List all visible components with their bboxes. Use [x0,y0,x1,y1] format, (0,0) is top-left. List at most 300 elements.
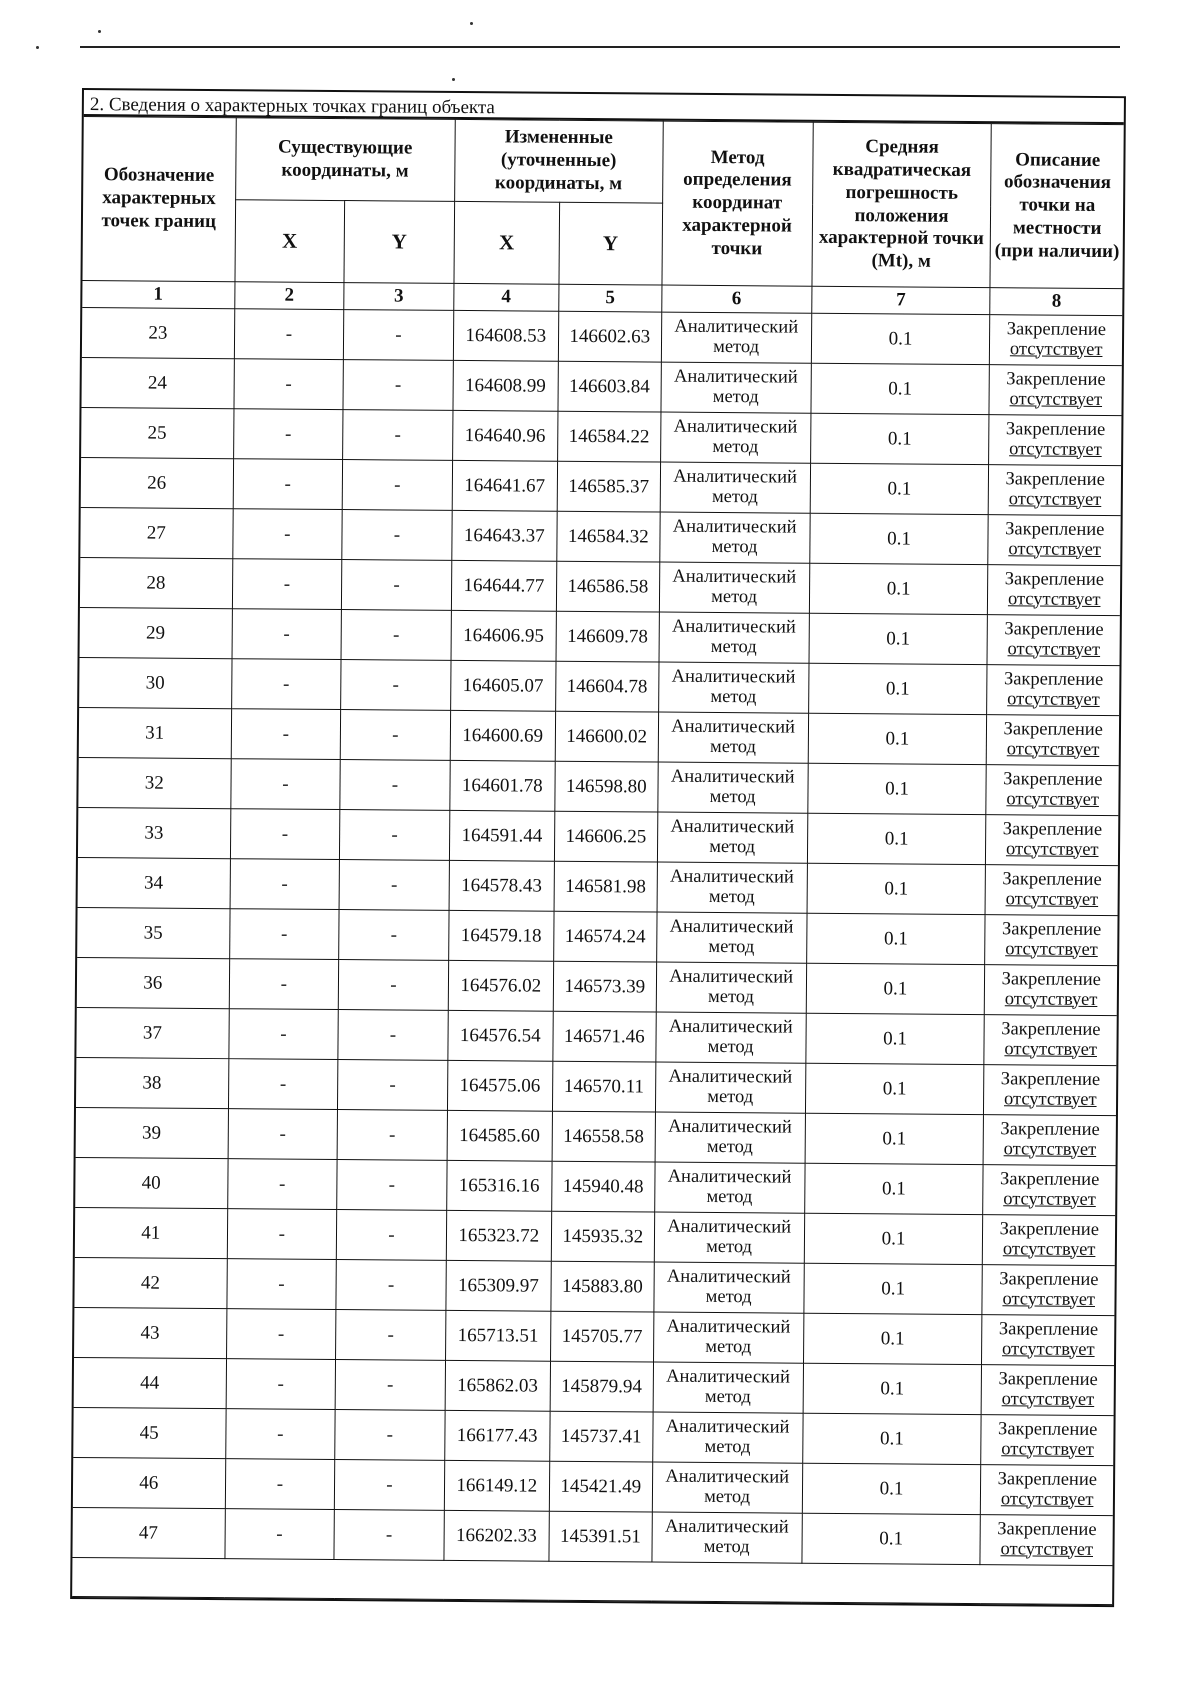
changed-y-cell: 145940.48 [552,1161,655,1212]
point-id-cell: 26 [81,458,233,509]
method-line-1: Аналитический [665,1416,790,1438]
description-line-2: отсутствует [1004,988,1098,1010]
existing-y-cell: - [338,1010,448,1061]
mt-cell: 0.1 [804,1213,983,1264]
method-line-1: Аналитический [670,866,794,888]
method-cell [654,1262,804,1313]
description-cell [985,915,1117,966]
description-cell [984,1115,1116,1166]
description-cell [986,765,1118,816]
description-cell [983,1215,1115,1266]
method-line-2: метод [709,736,757,757]
changed-x-cell: 164601.78 [450,760,555,811]
existing-x-cell: - [230,759,340,810]
changed-y-cell: 146571.46 [553,1011,656,1062]
existing-y-cell: - [342,460,452,511]
description-line-1: Закрепление [999,1169,1100,1191]
mt-cell: 0.1 [806,963,985,1014]
point-id-cell: 44 [74,1357,226,1408]
changed-y-cell: 146604.78 [555,661,658,712]
description-line-2: отсутствует [1004,1038,1098,1060]
existing-x-cell: - [227,1209,337,1260]
method-line-2: метод [713,336,760,357]
mt-cell: 0.1 [803,1313,982,1364]
description-line-1: Закрепление [1003,719,1103,741]
changed-x-cell: 164644.77 [451,560,556,611]
existing-x-cell: - [227,1159,337,1210]
method-cell [652,1462,802,1513]
existing-x-cell: - [230,859,340,910]
method-line-1: Аналитический [666,1316,791,1338]
method-line-1: Аналитический [673,366,798,388]
existing-y-cell: - [334,1510,444,1561]
existing-y-cell: - [337,1160,447,1211]
existing-y-cell: - [344,310,454,361]
changed-y-cell: 146573.39 [553,961,656,1012]
table-row [81,358,1121,416]
existing-y-cell: - [338,1060,448,1111]
point-id-cell: 27 [80,508,232,559]
table-row [75,1207,1115,1265]
mt-cell: 0.1 [809,613,988,664]
description-line-1: Закрепление [1001,969,1101,991]
header-method: Метод определения координат характерной точки [662,121,813,286]
method-line-2: метод [705,1336,752,1357]
description-line-2: отсутствует [1009,388,1103,410]
description-line-2: отсутствует [1005,838,1099,860]
existing-y-cell: - [343,410,453,461]
changed-y-cell: 145705.77 [550,1311,653,1362]
description-cell [984,1015,1116,1066]
point-id-cell: 42 [74,1257,226,1308]
method-line-2: метод [709,786,756,807]
scan-speck [470,22,473,25]
method-line-2: метод [712,436,759,457]
description-line-1: Закрепление [997,1469,1098,1491]
mt-cell: 0.1 [809,513,988,564]
description-line-2: отсутствует [1006,738,1100,760]
method-cell [660,462,810,513]
header-mean-square-error: Средняя квадратическая погрешность положения характерной точки (Mt), м [812,122,992,287]
description-line-2: отсутствует [1003,1088,1097,1110]
method-line-2: метод [707,986,755,1007]
method-line-1: Аналитический [674,316,799,338]
method-line-2: метод [704,1386,751,1407]
changed-x-cell: 165862.03 [445,1360,550,1411]
method-cell [660,512,810,563]
point-id-cell: 23 [82,308,234,359]
method-cell [661,362,811,413]
mt-cell: 0.1 [811,363,990,414]
table-row [72,1507,1112,1565]
method-cell [658,762,808,813]
table-row [76,1057,1116,1115]
description-line-2: отсутствует [1008,538,1102,560]
table-footer-row [72,1557,1112,1604]
changed-x-cell: 165323.72 [446,1210,551,1261]
changed-x-cell: 164585.60 [447,1110,552,1161]
mt-cell: 0.1 [801,1513,980,1564]
existing-y-cell: - [339,910,449,961]
description-line-1: Закрепление [1000,1069,1101,1091]
table-row [79,657,1119,715]
changed-x-cell: 164600.69 [450,710,555,761]
changed-x-cell: 165713.51 [445,1310,550,1361]
description-cell [989,365,1121,416]
method-line-1: Аналитический [671,716,796,738]
mt-cell: 0.1 [803,1363,982,1414]
method-line-2: метод [708,936,755,957]
method-line-1: Аналитический [670,816,795,838]
existing-x-cell: - [225,1409,335,1460]
changed-x-cell: 164608.53 [453,310,558,361]
changed-y-cell: 146570.11 [552,1061,655,1112]
description-line-1: Закрепление [1000,1119,1100,1141]
changed-x-cell: 164575.06 [447,1060,552,1111]
scan-speck [452,78,455,81]
description-line-2: отсутствует [1009,438,1102,460]
point-id-cell: 40 [75,1157,227,1208]
description-line-2: отсутствует [1005,888,1099,910]
table-row [78,857,1118,915]
existing-x-cell: - [226,1309,336,1360]
column-number: 3 [344,283,454,311]
existing-x-cell: - [233,409,343,460]
method-line-2: метод [705,1286,752,1307]
changed-x-cell: 164640.96 [452,410,557,461]
description-line-2: отсутствует [1003,1138,1097,1160]
description-line-1: Закрепление [1002,819,1103,841]
description-cell [989,465,1121,516]
method-line-2: метод [706,1186,753,1207]
changed-y-cell: 145883.80 [551,1261,654,1312]
description-line-2: отсутствует [1007,688,1100,710]
table-row [77,957,1117,1015]
method-line-2: метод [707,1086,754,1107]
column-number: 7 [811,286,990,314]
mt-cell: 0.1 [807,813,986,864]
method-cell [652,1412,802,1463]
method-line-2: метод [710,636,757,657]
column-number: 6 [661,285,811,313]
table-row [73,1407,1113,1465]
changed-y-cell: 146609.78 [556,611,659,662]
method-line-1: Аналитический [665,1466,790,1488]
changed-y-cell: 145935.32 [551,1211,654,1262]
description-line-2: отсутствует [1008,488,1102,510]
point-id-cell: 46 [73,1457,225,1508]
method-line-1: Аналитический [672,566,797,588]
mt-cell: 0.1 [806,913,985,964]
point-id-cell: 29 [80,607,232,658]
method-line-2: метод [704,1486,751,1507]
description-cell [982,1265,1114,1316]
method-line-2: метод [706,1136,753,1157]
description-cell [990,315,1122,366]
method-line-1: Аналитический [666,1366,790,1388]
column-number: 8 [990,288,1122,316]
table-row [82,308,1122,366]
existing-y-cell: - [336,1260,446,1311]
mt-cell: 0.1 [807,863,986,914]
mt-cell: 0.1 [804,1163,983,1214]
method-line-1: Аналитический [671,616,796,638]
changed-x-cell: 165316.16 [446,1160,551,1211]
point-id-cell: 33 [78,807,230,858]
point-id-cell: 38 [76,1057,228,1108]
point-id-cell: 45 [73,1407,225,1458]
mt-cell: 0.1 [805,1113,984,1164]
changed-x-cell: 166149.12 [444,1460,549,1511]
changed-y-cell: 145421.49 [549,1461,652,1512]
description-cell [987,665,1119,716]
empty-footer-cell [72,1557,1112,1604]
description-line-2: отсутствует [1001,1388,1095,1410]
description-line-1: Закрепление [998,1419,1098,1441]
description-line-2: отсутствует [1007,588,1101,610]
changed-y-cell: 146558.58 [552,1111,655,1162]
existing-y-cell: - [334,1460,444,1511]
method-cell [659,612,809,663]
header-existing-x: X [235,200,345,283]
method-line-2: метод [707,1036,754,1057]
header-existing-coordinates: Существующие координаты, м [235,118,455,202]
existing-x-cell: - [232,509,342,560]
description-line-1: Закрепление [1001,1019,1101,1041]
existing-y-cell: - [339,860,449,911]
description-line-1: Закрепление [1003,769,1103,791]
method-line-2: метод [710,686,757,707]
changed-x-cell: 166177.43 [444,1410,549,1461]
method-cell [654,1162,804,1213]
method-line-2: метод [706,1236,753,1257]
mt-cell: 0.1 [810,463,989,514]
method-cell [653,1362,803,1413]
table-row [75,1157,1115,1215]
existing-x-cell: - [225,1509,335,1560]
existing-x-cell: - [229,959,339,1010]
existing-y-cell: - [340,710,450,761]
description-cell [985,965,1117,1016]
existing-y-cell: - [341,660,451,711]
method-line-2: метод [704,1436,751,1457]
point-id-cell: 24 [81,358,233,409]
method-line-1: Аналитический [668,1066,793,1088]
point-id-cell: 37 [76,1007,228,1058]
description-line-2: отсутствует [1002,1288,1096,1310]
method-line-1: Аналитический [672,516,797,538]
changed-x-cell: 164576.02 [448,960,553,1011]
method-line-2: метод [708,886,755,907]
existing-x-cell: - [231,709,341,760]
method-cell [658,712,808,763]
description-line-1: Закрепление [1006,319,1107,341]
description-cell [980,1515,1112,1566]
method-cell [655,1112,805,1163]
changed-x-cell: 164579.18 [448,910,553,961]
point-id-cell: 32 [78,757,230,808]
method-line-2: метод [711,536,758,557]
method-cell [654,1212,804,1263]
changed-x-cell: 164578.43 [449,860,554,911]
method-line-1: Аналитический [666,1266,791,1288]
method-cell [661,312,811,363]
changed-x-cell: 164591.44 [449,810,554,861]
existing-y-cell: - [343,360,453,411]
header-changed-coordinates: Измененные (уточненные) координаты, м [454,119,663,203]
scan-speck [36,46,39,49]
changed-y-cell: 146586.58 [556,561,659,612]
method-cell [652,1512,802,1563]
description-cell [983,1165,1115,1216]
method-line-1: Аналитический [669,916,794,938]
description-line-1: Закрепление [1003,669,1104,691]
existing-x-cell: - [233,459,343,510]
method-line-1: Аналитический [673,416,798,438]
description-line-2: отсутствует [1003,1188,1096,1210]
description-line-1: Закрепление [999,1219,1100,1241]
changed-x-cell: 164605.07 [450,660,555,711]
existing-y-cell: - [342,560,452,611]
table-row [80,607,1120,665]
mt-cell: 0.1 [808,713,987,764]
existing-x-cell: - [228,1009,338,1060]
existing-x-cell: - [230,809,340,860]
point-id-cell: 36 [77,957,229,1008]
changed-x-cell: 166202.33 [444,1510,549,1561]
method-cell [653,1312,803,1363]
table-row [80,558,1120,616]
changed-y-cell: 146600.02 [555,711,658,762]
changed-y-cell: 146598.80 [555,761,658,812]
table-row [76,1107,1116,1165]
changed-y-cell: 146585.37 [557,461,660,512]
description-line-2: отсутствует [1006,788,1100,810]
description-line-2: отсутствует [1002,1338,1095,1360]
table-row [81,408,1121,466]
existing-y-cell: - [335,1410,445,1461]
method-line-2: метод [711,486,758,507]
method-line-1: Аналитический [671,666,796,688]
description-line-1: Закрепление [1004,569,1105,591]
method-cell [660,412,810,463]
existing-y-cell: - [340,810,450,861]
column-number: 4 [453,283,558,311]
scan-speck [98,30,101,33]
method-cell [657,812,807,863]
mt-cell: 0.1 [809,563,988,614]
existing-y-cell: - [337,1110,447,1161]
point-id-cell: 41 [75,1207,227,1258]
method-line-1: Аналитический [669,966,794,988]
description-line-2: отсутствует [1001,1438,1094,1460]
table-row [74,1357,1114,1415]
section-title: 2. Сведения о характерных точках границ объекта [84,90,1124,124]
changed-y-cell: 146603.84 [558,361,661,412]
description-cell [986,815,1118,866]
point-id-cell: 25 [81,408,233,459]
table-row [74,1257,1114,1315]
description-cell [982,1315,1114,1366]
method-line-1: Аналитический [667,1166,792,1188]
changed-x-cell: 164606.95 [451,610,556,661]
description-line-1: Закрепление [998,1369,1098,1391]
mt-cell: 0.1 [810,413,989,464]
description-cell [987,715,1119,766]
table-row [74,1307,1114,1365]
column-number: 1 [82,281,234,309]
method-line-2: метод [711,586,758,607]
method-line-1: Аналитический [668,1016,793,1038]
changed-x-cell: 164641.67 [452,460,557,511]
description-line-2: отсутствует [1007,638,1101,660]
description-line-1: Закрепление [1005,469,1105,491]
method-cell [655,1062,805,1113]
method-line-2: метод [712,386,759,407]
header-point-description: Описание обозначения точки на местности (при наличии) [990,124,1123,289]
existing-x-cell: - [232,609,342,660]
description-cell [988,565,1120,616]
table-row [81,458,1121,516]
boundary-points-table [72,116,1124,1605]
table-row [78,807,1118,865]
method-cell [659,562,809,613]
description-line-2: отсутствует [1000,1488,1094,1510]
method-line-2: метод [709,836,756,857]
header-changed-y: Y [559,202,663,285]
changed-y-cell: 146606.25 [554,811,657,862]
boundary-points-table-frame [70,88,1126,1607]
point-id-cell: 30 [79,657,231,708]
header-existing-y: Y [344,201,454,284]
description-line-1: Закрепление [1005,419,1106,441]
existing-y-cell: - [335,1360,445,1411]
existing-y-cell: - [342,510,452,561]
method-cell [656,962,806,1013]
description-line-1: Закрепление [998,1319,1099,1341]
description-cell [989,415,1121,466]
method-line-1: Аналитический [667,1216,792,1238]
existing-x-cell: - [229,909,339,960]
header-point-designation: Обозначение характерных точек границ [82,117,235,282]
column-number: 5 [559,284,662,312]
mt-cell: 0.1 [803,1263,982,1314]
existing-x-cell: - [231,659,341,710]
method-line-2: метод [703,1536,750,1557]
mt-cell: 0.1 [802,1463,981,1514]
description-cell [982,1365,1114,1416]
mt-cell: 0.1 [802,1413,981,1464]
table-row [73,1457,1113,1515]
existing-y-cell: - [336,1210,446,1261]
method-line-1: Аналитический [664,1516,789,1538]
table-row [78,757,1118,815]
description-line-1: Закрепление [999,1269,1099,1291]
existing-x-cell: - [232,559,342,610]
changed-y-cell: 146584.22 [557,411,660,462]
description-line-2: отсутствует [1002,1238,1096,1260]
changed-y-cell: 146602.63 [558,311,661,362]
header-changed-x: X [454,201,560,284]
mt-cell: 0.1 [811,313,990,364]
method-line-1: Аналитический [668,1116,792,1138]
existing-x-cell: - [226,1359,336,1410]
existing-x-cell: - [228,1059,338,1110]
description-cell [987,615,1119,666]
point-id-cell: 35 [77,907,229,958]
table-row [80,508,1120,566]
method-cell [656,1012,806,1063]
